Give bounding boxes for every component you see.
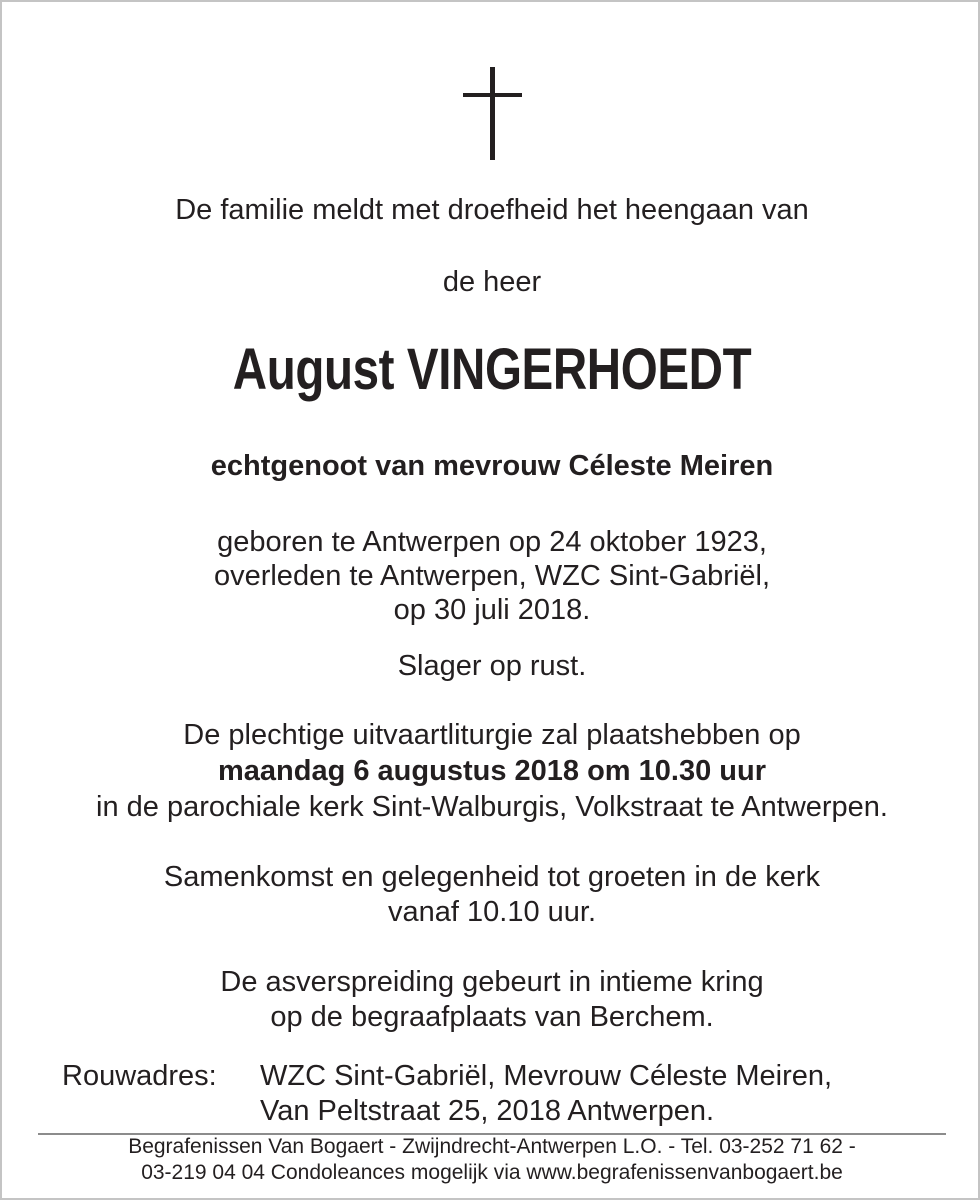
funeral-date-time: maandag 6 augustus 2018 om 10.30 uur bbox=[218, 755, 766, 787]
mourning-address-line-1: WZC Sint-Gabriël, Mevrouw Céleste Meiren, bbox=[260, 1060, 833, 1092]
profession-line: Slager op rust. bbox=[397, 650, 587, 682]
death-date-line: op 30 juli 2018. bbox=[393, 594, 591, 626]
gathering-line-1: Samenkomst en gelegenheid tot groeten in de kerk bbox=[163, 861, 821, 893]
mourning-address-label: Rouwadres: bbox=[62, 1060, 217, 1092]
deceased-name: August VINGERHOEDT bbox=[232, 337, 752, 402]
mourning-address-line-2: Van Peltstraat 25, 2018 Antwerpen. bbox=[260, 1095, 715, 1127]
footer-line-1: Begrafenissen Van Bogaert - Zwijndrecht-Antwerpen L.O. - Tel. 03-252 71 62 - bbox=[128, 1135, 856, 1158]
birth-line: geboren te Antwerpen op 24 oktober 1923, bbox=[217, 526, 767, 558]
ashes-line-2: op de begraafplaats van Berchem. bbox=[270, 1001, 714, 1033]
cross-horizontal-bar bbox=[463, 93, 522, 97]
title-prefix: de heer bbox=[442, 266, 542, 298]
spouse-line: echtgenoot van mevrouw Céleste Meiren bbox=[210, 450, 774, 482]
death-place-line: overleden te Antwerpen, WZC Sint-Gabriël, bbox=[213, 560, 771, 592]
cross-vertical-bar bbox=[490, 67, 495, 160]
gathering-line-2: vanaf 10.10 uur. bbox=[388, 896, 596, 928]
footer-line-2: 03-219 04 04 Condoleances mogelijk via www.begrafenissenvanbogaert.be bbox=[141, 1161, 843, 1184]
latin-cross-icon bbox=[463, 67, 523, 161]
funeral-location: in de parochiale kerk Sint-Walburgis, Volkstraat te Antwerpen. bbox=[96, 791, 888, 823]
ashes-line-1: De asverspreiding gebeurt in intieme kring bbox=[220, 966, 764, 998]
intro-text: De familie meldt met droefheid het heengaan van bbox=[175, 194, 809, 226]
funeral-intro: De plechtige uitvaartliturgie zal plaatshebben op bbox=[183, 719, 801, 751]
